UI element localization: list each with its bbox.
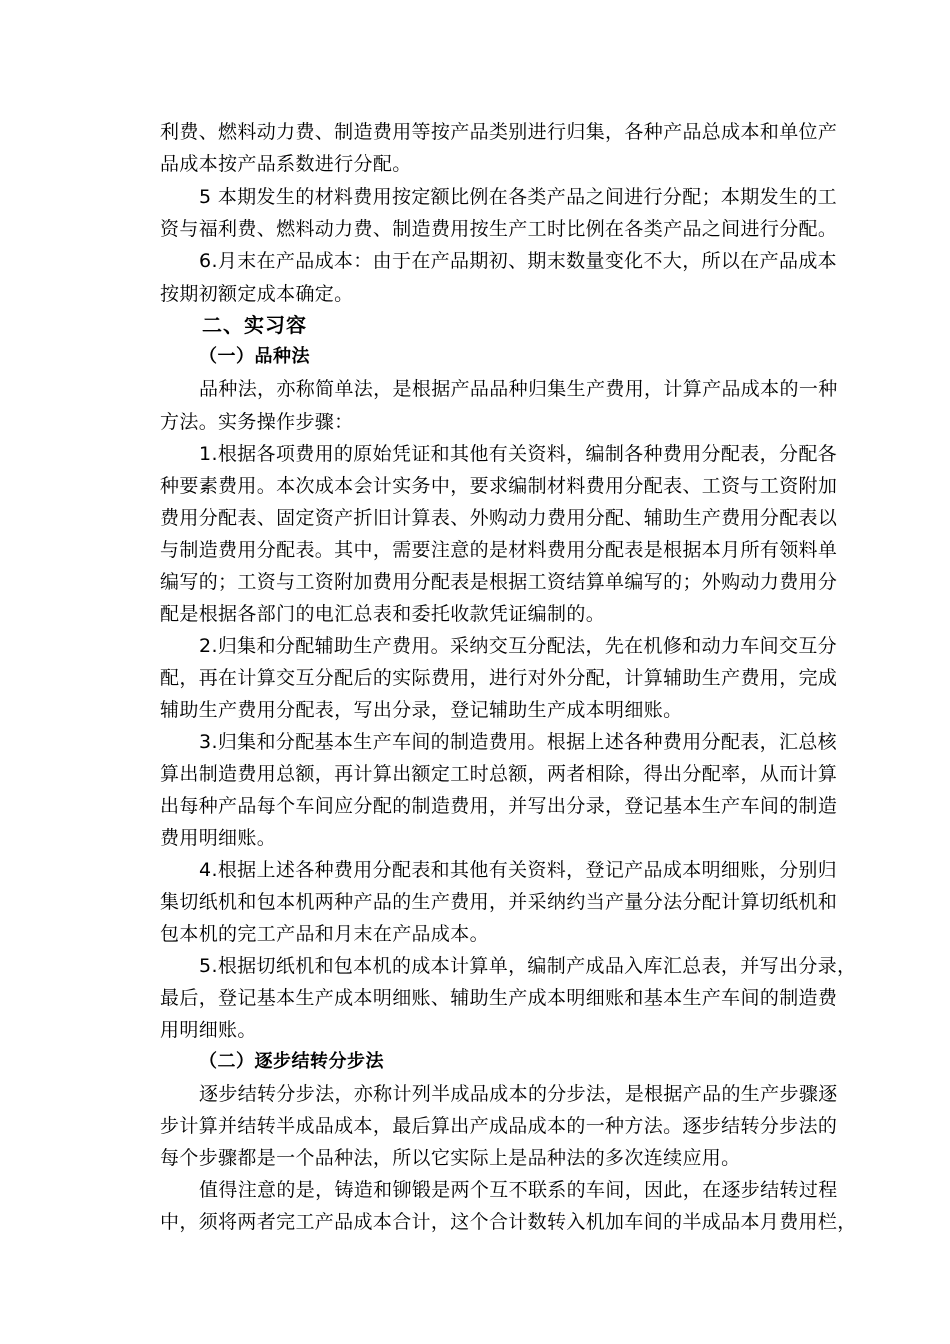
paragraph-line: 辅助生产费用分配表，写出分录，登记辅助生产成本明细账。 [160,699,683,721]
paragraph-line: 与制造费用分配表。其中，需要注意的是材料费用分配表是根据本月所有领料单 [160,539,838,561]
paragraph-line: 配是根据各部门的电汇总表和委托收款凭证编制的。 [160,603,606,625]
paragraph-line: 包本机的完工产品和月末在产品成本。 [160,923,489,945]
paragraph-line: 用明细账。 [160,1019,257,1041]
paragraph-line: 中，须将两者完工产品成本合计，这个合计数转入机加车间的半成品本月费用栏， [160,1211,857,1233]
paragraph-line: 每个步骤都是一个品种法，所以它实际上是品种法的多次连续应用。 [160,1147,741,1169]
subsection-heading: （二）逐步结转分步法 [199,1051,384,1072]
paragraph-line: 2.归集和分配辅助生产费用。采纳交互分配法，先在机修和动力车间交互分 [199,635,838,657]
paragraph-line: 5.根据切纸机和包本机的成本计算单，编制产成品入库汇总表，并写出分录， [199,955,857,977]
paragraph-line: 利费、燃料动力费、制造费用等按产品类别进行归集，各种产品总成本和单位产 [160,121,838,143]
paragraph-line: 编写的；工资与工资附加费用分配表是根据工资结算单编写的；外购动力费用分 [160,571,838,593]
paragraph-line: 步计算并结转半成品成本，最后算出产成品成本的一种方法。逐步结转分步法的 [160,1115,838,1137]
paragraph-line: 逐步结转分步法，亦称计列半成品成本的分步法，是根据产品的生产步骤逐 [199,1083,838,1105]
paragraph-line: 费用明细账。 [160,827,277,849]
paragraph-line: 方法。实务操作步骤： [160,411,354,433]
paragraph-line: 值得注意的是，铸造和铆锻是两个互不联系的车间，因此，在逐步结转过程 [199,1179,838,1201]
paragraph-line: 品种法，亦称简单法，是根据产品品种归集生产费用，计算产品成本的一种 [199,378,838,400]
paragraph-line: 最后，登记基本生产成本明细账、辅助生产成本明细账和基本生产车间的制造费 [160,987,838,1009]
paragraph-line: 品成本按产品系数进行分配。 [160,153,412,175]
paragraph-line: 5 本期发生的材料费用按定额比例在各类产品之间进行分配；本期发生的工 [199,186,838,208]
paragraph-line: 费用分配表、固定资产折旧计算表、外购动力费用分配、辅助生产费用分配表以 [160,507,838,529]
section-heading: 二、实习容 [202,313,307,337]
paragraph-line: 6.月末在产品成本：由于在产品期初、期末数量变化不大，所以在产品成本 [199,250,838,272]
paragraph-line: 资与福利费、燃料动力费、制造费用按生产工时比例在各类产品之间进行分配。 [160,218,838,240]
paragraph-line: 1.根据各项费用的原始凭证和其他有关资料，编制各种费用分配表，分配各 [199,443,838,465]
paragraph-line: 4.根据上述各种费用分配表和其他有关资料，登记产品成本明细账，分别归 [199,859,838,881]
paragraph-line: 算出制造费用总额，再计算出额定工时总额，两者相除，得出分配率，从而计算 [160,763,838,785]
paragraph-line: 种要素费用。本次成本会计实务中，要求编制材料费用分配表、工资与工资附加 [160,475,838,497]
paragraph-line: 集切纸机和包本机两种产品的生产费用，并采纳约当产量分法分配计算切纸机和 [160,891,838,913]
paragraph-line: 按期初额定成本确定。 [160,283,354,305]
paragraph-line: 出每种产品每个车间应分配的制造费用，并写出分录，登记基本生产车间的制造 [160,795,838,817]
paragraph-line: 配，再在计算交互分配后的实际费用，进行对外分配，计算辅助生产费用，完成 [160,667,838,689]
subsection-heading: （一）品种法 [199,346,310,367]
paragraph-line: 3.归集和分配基本生产车间的制造费用。根据上述各种费用分配表，汇总核 [199,731,838,753]
